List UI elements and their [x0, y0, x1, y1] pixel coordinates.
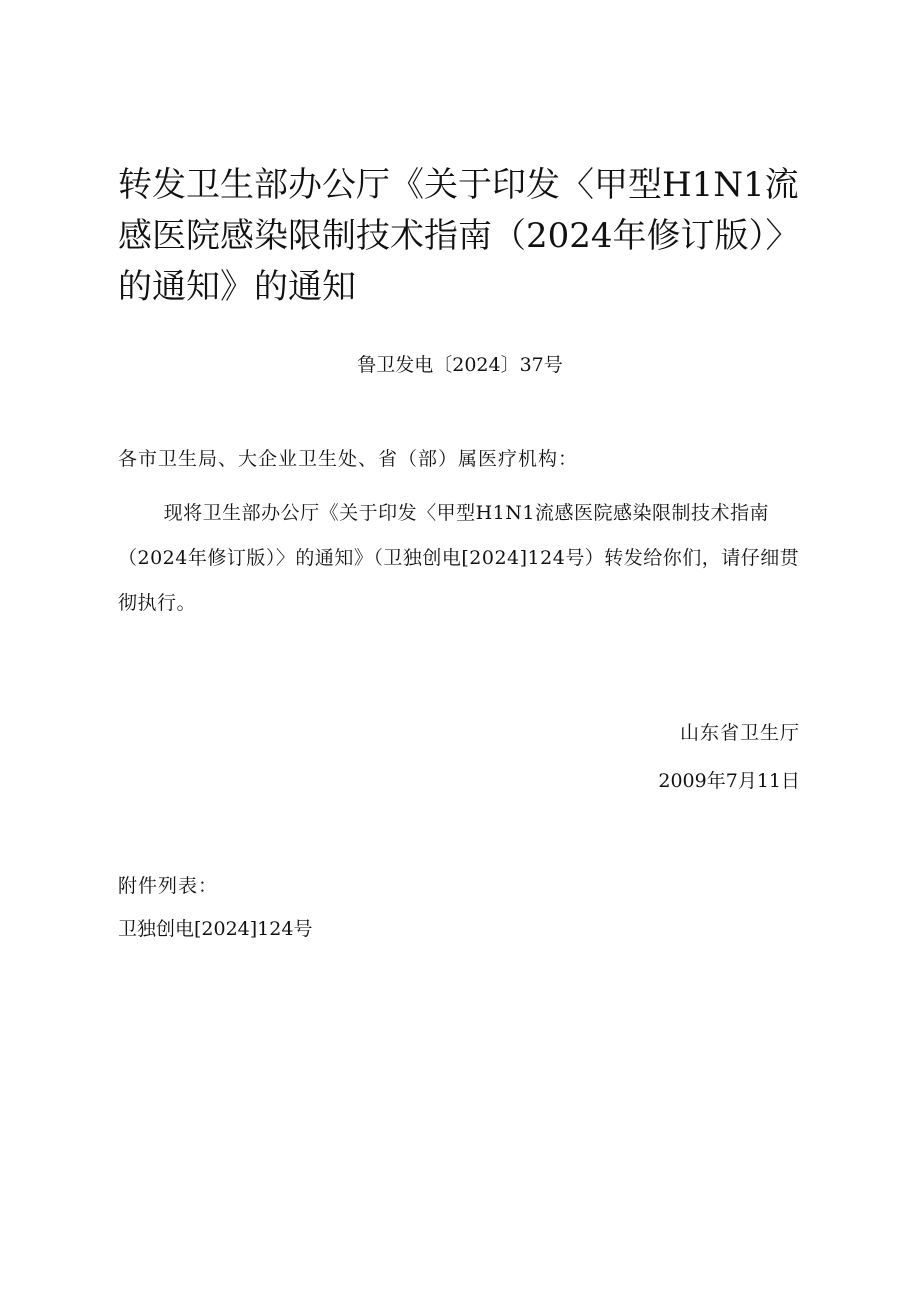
- attachments-label: 附件列表：: [118, 875, 219, 897]
- signature-date: 2009年7月11日: [658, 770, 800, 792]
- signature-organization: 山东省卫生厅: [679, 722, 800, 744]
- document-title: 转发卫生部办公厅《关于印发〈甲型H1N1流感医院感染限制技术指南（2024年修订版）〉的通知》的通知: [118, 165, 800, 307]
- addressee-line: 各市卫生局、大企业卫生处、省（部）属医疗机构：: [118, 448, 579, 470]
- document-number: 鲁卫发电〔2024〕37号: [357, 354, 563, 376]
- attachment-item: 卫独创电[2024]124号: [118, 918, 313, 940]
- body-paragraph: 现将卫生部办公厅《关于印发〈甲型H1N1流感医院感染限制技术指南（2024年修订版）〉的通知》（卫独创电[2024]124号）转发给你们，请仔细贯彻执行。: [118, 502, 800, 614]
